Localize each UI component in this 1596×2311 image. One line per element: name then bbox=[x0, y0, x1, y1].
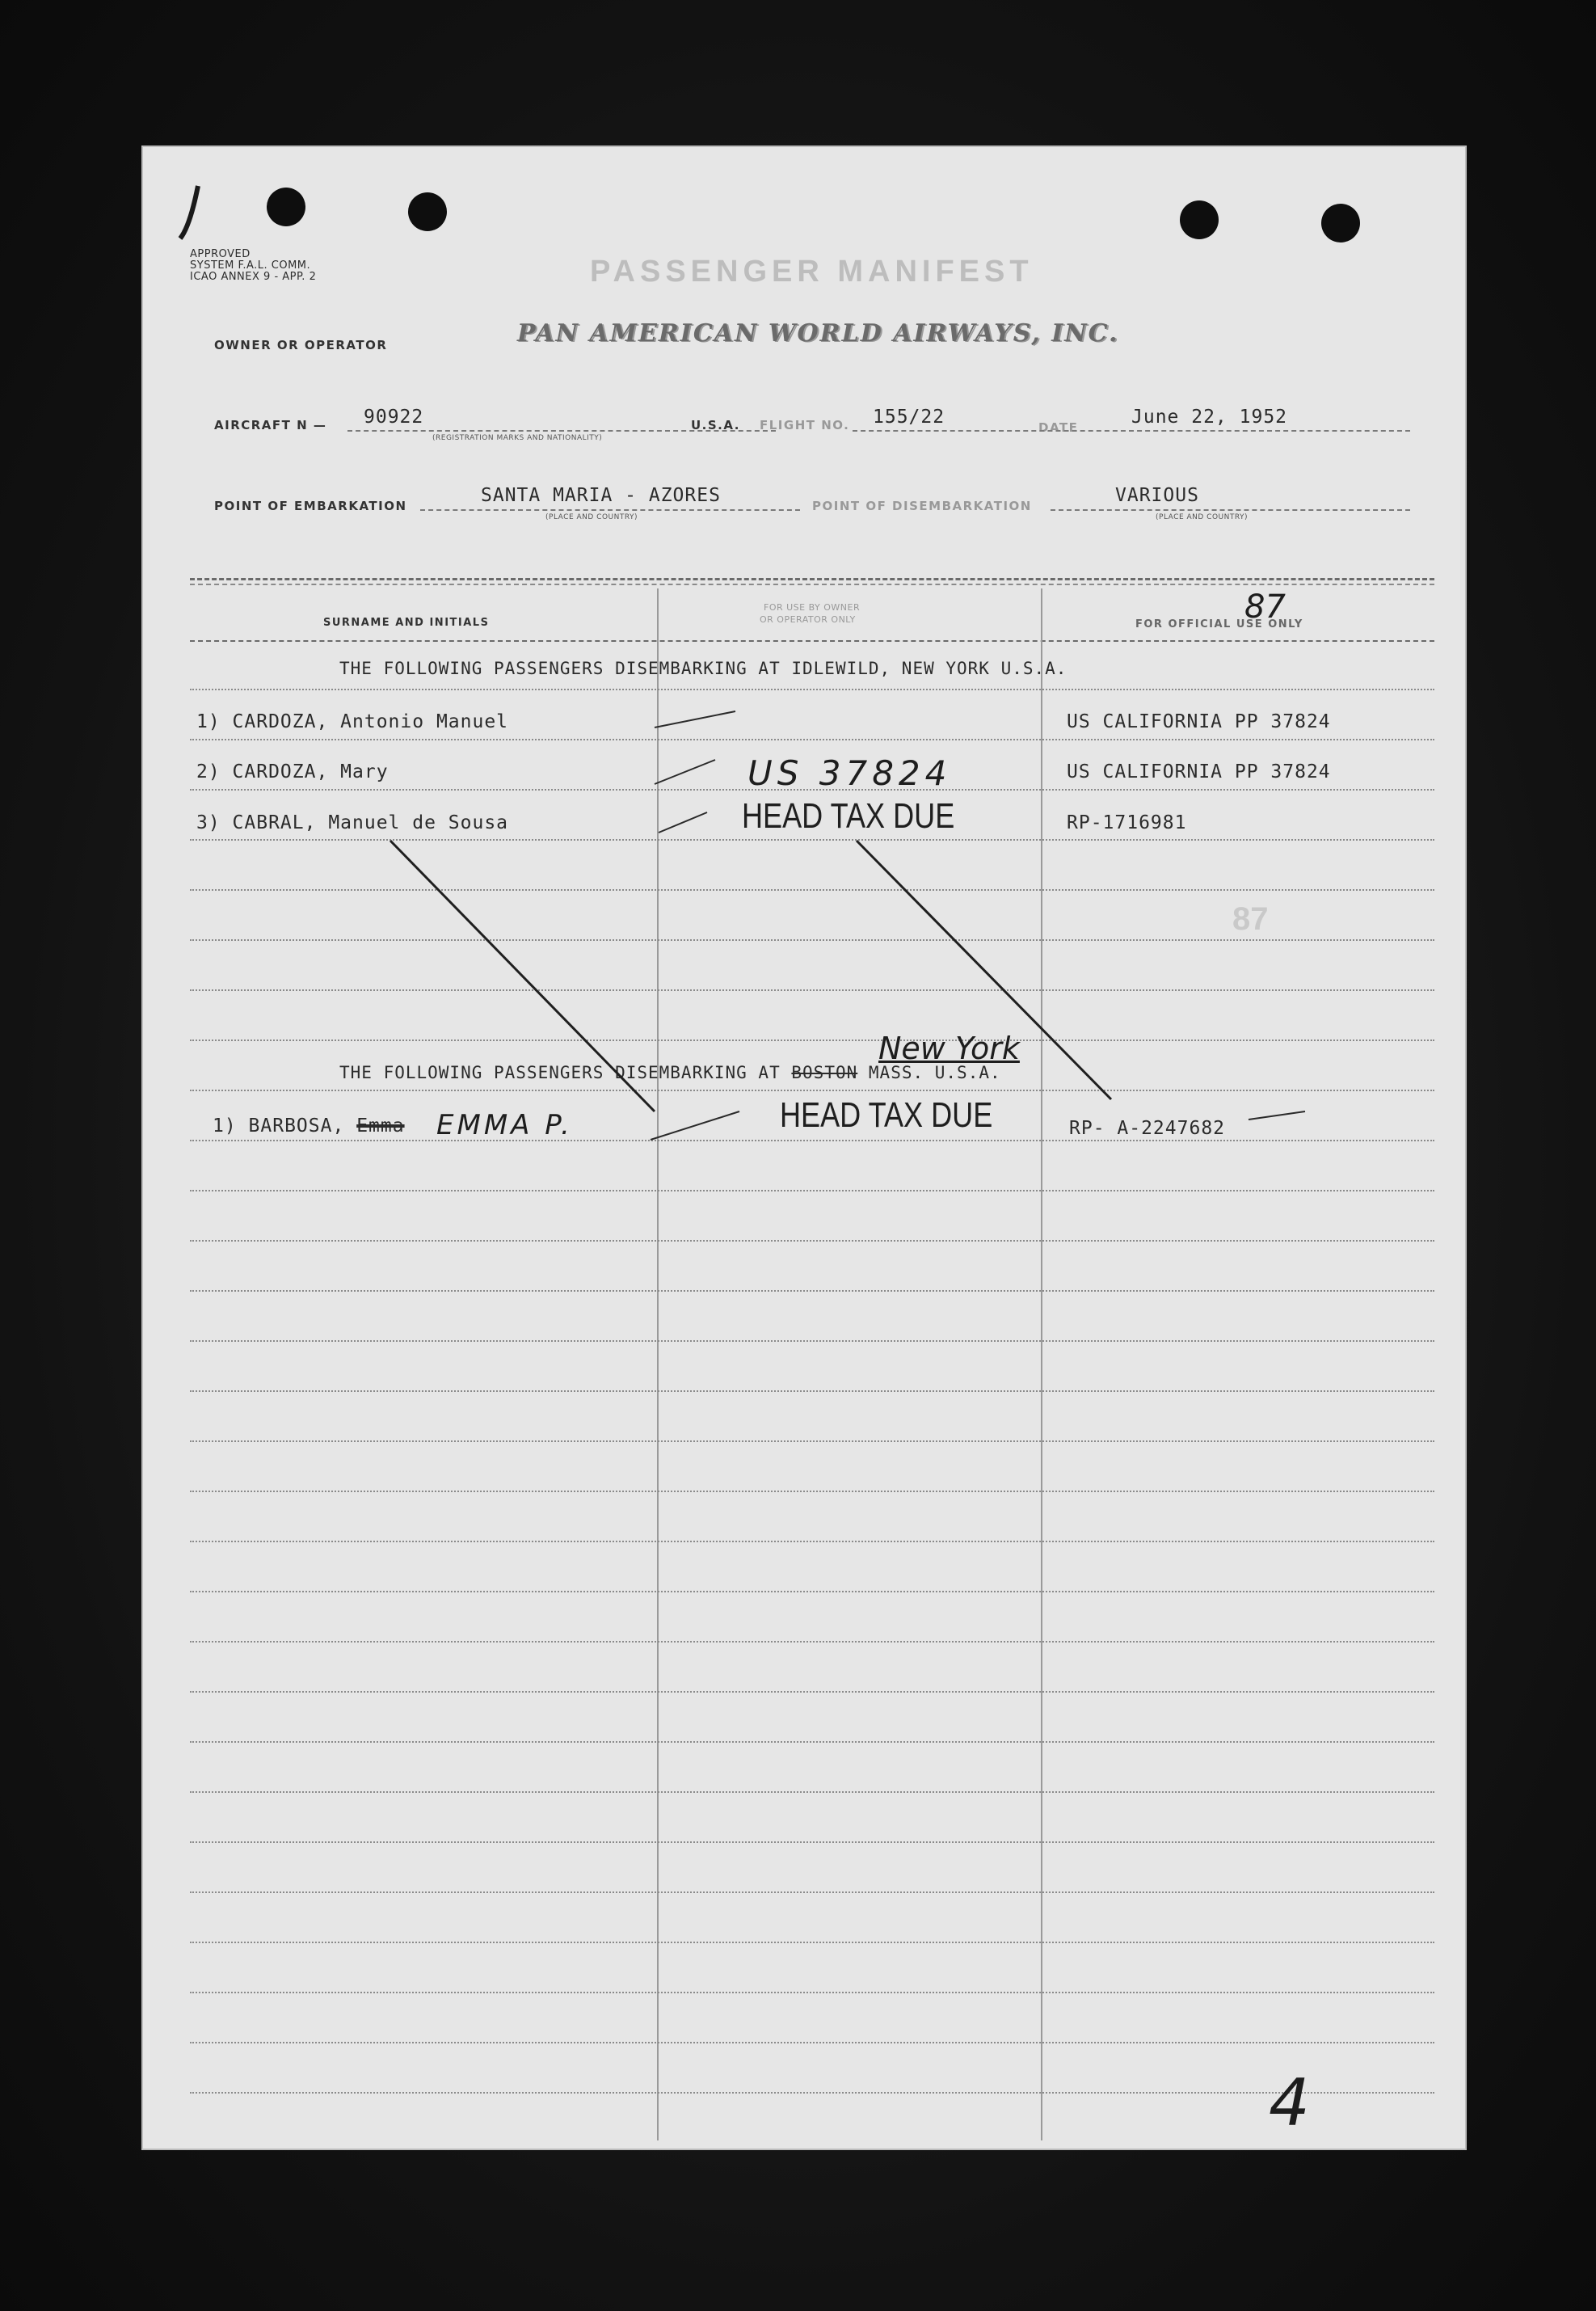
passenger-official: RP-1716981 bbox=[1067, 812, 1187, 833]
disembark-caption: (PLACE AND COUNTRY) bbox=[1156, 513, 1249, 521]
pen-stroke bbox=[390, 841, 655, 1111]
passenger-official: US CALIFORNIA PP 37824 bbox=[1067, 711, 1331, 732]
column-header-owner-use: OR OPERATOR ONLY bbox=[760, 614, 856, 625]
column-header-official: FOR OFFICIAL USE ONLY bbox=[1135, 618, 1303, 630]
manifest-page bbox=[141, 145, 1467, 2150]
embark-caption: (PLACE AND COUNTRY) bbox=[545, 513, 638, 521]
pen-stroke bbox=[857, 841, 1111, 1099]
pen-stroke bbox=[659, 812, 707, 833]
approval-line: APPROVED bbox=[190, 248, 251, 260]
handwritten-city: New York bbox=[878, 1031, 1020, 1066]
flight-value: 155/22 bbox=[873, 407, 945, 428]
column-header-owner-use: FOR USE BY OWNER bbox=[764, 602, 861, 613]
stamped-number: 87 bbox=[1232, 901, 1269, 937]
disembark-label: POINT OF DISEMBARKATION bbox=[812, 499, 1032, 513]
section-heading-text: THE FOLLOWING PASSENGERS DISEMBARKING AT bbox=[339, 1063, 781, 1082]
date-label: DATE bbox=[1038, 420, 1079, 435]
struck-name: Emma bbox=[356, 1115, 405, 1137]
pen-stroke bbox=[1249, 1111, 1305, 1120]
flight-label: FLIGHT NO. bbox=[760, 418, 850, 432]
embark-value: SANTA MARIA - AZORES bbox=[481, 485, 721, 506]
owner-label: OWNER OR OPERATOR bbox=[214, 338, 388, 352]
pen-mark bbox=[180, 186, 198, 238]
usa-label: U.S.A. bbox=[691, 418, 740, 432]
passenger-name: 1) CARDOZA, Antonio Manuel bbox=[196, 711, 509, 732]
handwritten-number: 87 bbox=[1244, 588, 1286, 626]
approval-line: ICAO ANNEX 9 - APP. 2 bbox=[190, 271, 317, 283]
pen-stroke bbox=[655, 711, 735, 727]
aircraft-label: AIRCRAFT N — bbox=[214, 418, 327, 432]
pen-stroke bbox=[651, 1111, 739, 1140]
manifest-title: PASSENGER MANIFEST bbox=[590, 255, 1034, 289]
owner-value: PAN AMERICAN WORLD AIRWAYS, INC. bbox=[517, 319, 1119, 348]
passenger-official: RP- A-2247682 bbox=[1069, 1118, 1226, 1139]
disembark-value: VARIOUS bbox=[1115, 485, 1199, 506]
aircraft-value: 90922 bbox=[364, 407, 424, 428]
handwritten-passport-note: US 37824 bbox=[747, 753, 952, 793]
handwritten-name: EMMA P. bbox=[436, 1109, 573, 1141]
section-heading-text: MASS. U.S.A. bbox=[868, 1063, 1001, 1082]
date-value: June 22, 1952 bbox=[1131, 407, 1288, 428]
page-number: 4 bbox=[1269, 2065, 1310, 2140]
approval-line: SYSTEM F.A.L. COMM. bbox=[190, 259, 311, 272]
section-heading: THE FOLLOWING PASSENGERS DISEMBARKING AT IDLEWILD, NEW YORK U.S.A. bbox=[339, 659, 1068, 678]
column-header-surname: SURNAME AND INITIALS bbox=[323, 617, 490, 629]
struck-city: BOSTON bbox=[791, 1063, 858, 1082]
passenger-name: 2) CARDOZA, Mary bbox=[196, 761, 389, 782]
passenger-name: 3) CABRAL, Manuel de Sousa bbox=[196, 812, 509, 833]
embark-label: POINT OF EMBARKATION bbox=[214, 499, 407, 513]
head-tax-stamp: HEAD TAX DUE bbox=[742, 796, 955, 836]
registration-caption: (REGISTRATION MARKS AND NATIONALITY) bbox=[432, 434, 603, 442]
head-tax-stamp: HEAD TAX DUE bbox=[780, 1095, 993, 1135]
passenger-surname: 1) BARBOSA, bbox=[213, 1115, 345, 1137]
pen-stroke bbox=[655, 760, 715, 784]
pen-strokes bbox=[141, 145, 1467, 2150]
passenger-official: US CALIFORNIA PP 37824 bbox=[1067, 761, 1331, 782]
